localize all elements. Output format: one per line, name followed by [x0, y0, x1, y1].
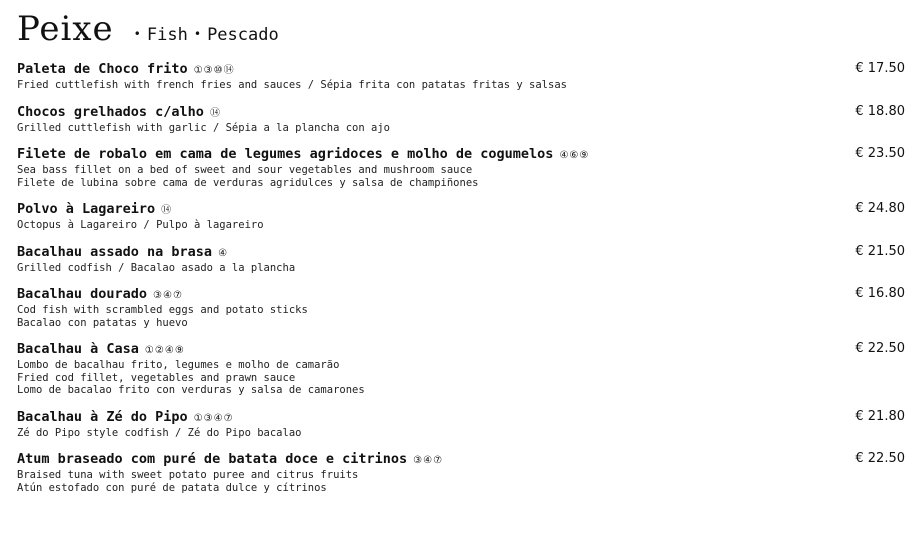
dish-price: € 21.50: [855, 243, 905, 259]
menu-item: [17, 146, 907, 189]
dish-name-row: [17, 201, 907, 219]
menu-item: [17, 61, 907, 92]
dish-price: € 16.80: [855, 286, 905, 301]
dish-name-row: [17, 146, 907, 164]
allergen-codes: ①②④⑨: [144, 345, 185, 356]
dish-description: Cod fish with scrambled eggs and potato sticks: [17, 304, 308, 316]
dish-name: Paleta de Choco frito: [17, 61, 188, 77]
menu-item: [17, 409, 907, 440]
menu-item: [17, 451, 907, 494]
dish-description: Atún estofado con puré de patata dulce y cítrinos: [17, 481, 327, 494]
allergen-codes: ⑭: [209, 107, 221, 119]
dish-price: € 18.80: [855, 103, 905, 119]
dish-name-row: [17, 244, 907, 262]
menu-list: [17, 61, 907, 506]
subtitle-spanish: Pescado: [207, 25, 279, 45]
dish-name: Bacalhau à Zé do Pipo: [17, 408, 188, 425]
dish-name: Chocos grelhados c/alho: [17, 103, 204, 120]
dish-name: Polvo à Lagareiro: [17, 201, 156, 217]
section-title: Peixe: [17, 9, 114, 49]
dish-description: Filete de lubina sobre cama de verduras agridulces y salsa de champiñones: [17, 176, 479, 189]
dish-name: Filete de robalo em cama de legumes agridoces e molho de cogumelos: [17, 146, 554, 162]
allergen-codes: ①③④⑦: [193, 412, 234, 424]
dish-description: Fried cod fillet, vegetables and prawn sauce: [17, 371, 296, 384]
section-subtitle: [128, 25, 279, 45]
menu-item: [17, 286, 907, 329]
separator-bullet: •: [133, 27, 141, 41]
menu-item: [17, 104, 907, 135]
dish-description: Braised tuna with sweet potato puree and citrus fruits: [17, 469, 359, 481]
dish-name-row: [17, 409, 907, 427]
dish-description: Octopus à Lagareiro / Pulpo à lagareiro: [17, 219, 264, 231]
allergen-codes: ③④⑦: [153, 290, 183, 301]
dish-name-row: [17, 286, 907, 304]
menu-item: [17, 244, 907, 275]
dish-price: € 24.80: [855, 201, 905, 216]
subtitle-english: Fish: [146, 25, 188, 45]
dish-name: Bacalhau dourado: [17, 286, 148, 302]
dish-description: Grilled cuttlefish with garlic / Sépia a la plancha con ajo: [17, 121, 390, 134]
separator-bullet: •: [193, 27, 202, 41]
dish-description: Zé do Pipo style codfish / Zé do Pipo bacalao: [17, 426, 302, 439]
menu-header: [17, 9, 279, 49]
dish-description: Lombo de bacalhau frito, legumes e molho de camarão: [17, 359, 340, 371]
dish-name-row: [17, 104, 907, 122]
dish-price: € 22.50: [855, 451, 905, 466]
menu-item: [17, 341, 907, 397]
dish-name: Bacalhau à Casa: [17, 341, 139, 357]
dish-price: € 23.50: [855, 146, 905, 161]
dish-price: € 22.50: [855, 341, 905, 356]
dish-description: Grilled codfish / Bacalao asado a la plancha: [17, 261, 296, 274]
dish-name-row: [17, 341, 907, 359]
menu-item: [17, 201, 907, 232]
dish-name-row: [17, 61, 907, 79]
dish-price: € 17.50: [855, 61, 905, 76]
allergen-codes: ③④⑦: [413, 455, 444, 466]
dish-name-row: [17, 451, 907, 469]
dish-description: Sea bass fillet on a bed of sweet and sour vegetables and mushroom sauce: [17, 164, 473, 176]
allergen-codes: ④⑥⑨: [559, 150, 590, 161]
allergen-codes: ④: [218, 247, 229, 259]
dish-name: Atum braseado com puré de batata doce e citrinos: [17, 451, 408, 467]
dish-name: Bacalhau assado na brasa: [17, 243, 213, 260]
dish-description: Lomo de bacalao frito con verduras y salsa de camarones: [17, 384, 365, 396]
dish-description: Bacalao con patatas y huevo: [17, 316, 188, 329]
allergen-codes: ①③⑩⑭: [193, 65, 235, 76]
allergen-codes: ⑭: [161, 205, 173, 216]
dish-price: € 21.80: [855, 408, 905, 424]
dish-description: Fried cuttlefish with french fries and sauces / Sépia frita con patatas fritas y salsas: [17, 79, 567, 91]
